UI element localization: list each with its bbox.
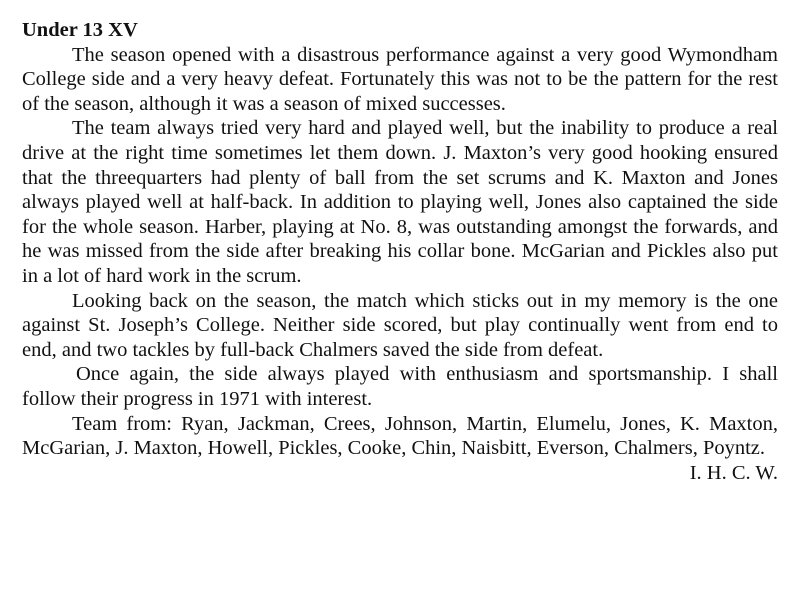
- article: [22, 18, 778, 485]
- paragraph-memorable-match: Looking back on the season, the match which sticks out in my memory is the one against St. Joseph’s College. Neither side scored, but play continually went from end to end, and two tackles by full-back Chalmers saved the side from defeat.: [22, 289, 778, 361]
- article-heading: Under 13 XV: [22, 19, 138, 41]
- paragraph-season-opening: The season opened with a disastrous performance against a very good Wymondham College side and a very heavy defeat. Fortunately this was not to be the pattern for the rest of the season, although it was a season of mixed successes.: [22, 43, 778, 115]
- paragraph-team-list: Team from: Ryan, Jackman, Crees, Johnson, Martin, Elumelu, Jones, K. Maxton, McGarian, J. Maxton, Howell, Pickles, Cooke, Chin, Naisbitt, Everson, Chalmers, Poyntz.: [22, 412, 778, 460]
- paragraph-team-performance: The team always tried very hard and played well, but the inability to produce a real drive at the right time sometimes let them down. J. Maxton’s very good hooking ensured that the threequarters had plenty of ball from the set scrums and K. Maxton and Jones always played well at half-back. In addition to playing well, Jones also captained the side for the whole season. Harber, playing at No. 8, was outstanding amongst the forwards, and he was missed from the side after breaking his collar bone. McGarian and Pickles also put in a lot of hard work in the scrum.: [22, 117, 778, 287]
- paragraph-enthusiasm: Once again, the side always played with enthusiasm and sportsmanship. I shall follow their progress in 1971 with interest.: [22, 363, 778, 410]
- author-signature: I. H. C. W.: [689, 461, 778, 484]
